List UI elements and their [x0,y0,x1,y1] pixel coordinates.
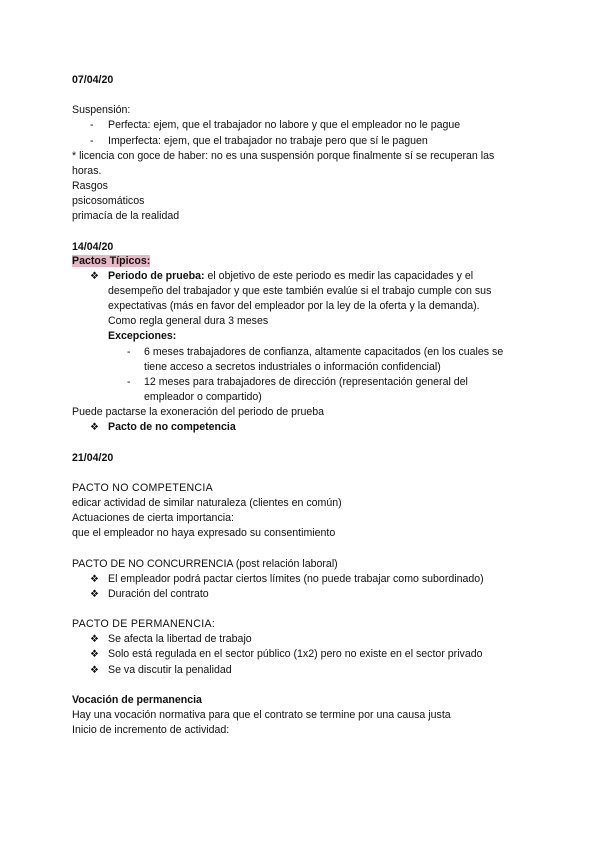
no-competencia-item: Pacto de no competencia [108,421,236,433]
dash-bullet: - [90,135,94,147]
periodo-label: Periodo de prueba: [108,270,205,282]
periodo-text-1: el objetivo de este periodo es medir las capacidades y el [204,270,474,282]
date-heading-1: 07/04/20 [72,74,114,86]
pactos-title-highlight: Pactos Típicos: [72,255,151,267]
note-line-2: horas. [72,165,102,177]
vocacion-line-1: Hay una vocación normativa para que el contrato se termine por una causa justa [72,709,451,721]
dash-bullet: - [90,119,94,131]
exc1-line-2: tiene acceso a secretos industriales o información confidencial) [144,361,441,373]
excepciones-title: Excepciones: [108,330,177,342]
diamond-bullet-icon: ❖ [90,589,99,600]
periodo-line-4: Como regla general dura 3 meses [108,315,269,327]
date-heading-3: 21/04/20 [72,452,114,464]
permanencia-item-2: Solo está regulada en el sector público (1x2) pero no existe en el sector privado [108,648,483,660]
suspension-title: Suspensión: [72,104,131,116]
diamond-bullet-icon: ❖ [90,649,99,660]
exoneracion-text: Puede pactarse la exoneración del periodo de prueba [72,406,325,418]
suspension-item-1: Perfecta: ejem, que el trabajador no labore y que el empleador no le pague [108,119,461,131]
periodo-line-2: desempeño del trabajador y que este también evalúe si el trabajo cumple con sus [108,285,492,297]
permanencia-item-1: Se afecta la libertad de trabajo [108,633,252,645]
date-heading-2: 14/04/20 [72,241,114,253]
permanencia-item-3: Se va discutir la penalidad [108,664,232,676]
exc2-line-1: 12 meses para trabajadores de dirección (representación general del [144,376,468,388]
suspension-item-2: Imperfecta: ejem, que el trabajador no trabaje pero que sí le paguen [108,135,428,147]
rasgos-text: Rasgos [72,180,108,192]
dash-bullet: - [127,346,131,358]
permanencia-title: PACTO DE PERMANENCIA: [72,618,216,630]
no-comp-line-2: Actuaciones de cierta importancia: [72,512,234,524]
vocacion-line-2: Inicio de incremento de actividad: [72,724,230,736]
exc2-line-2: empleador o compartido) [144,391,262,403]
exc1-line-1: 6 meses trabajadores de confianza, altamente capacitados (en los cuales se [144,346,504,358]
periodo-line-1 [108,270,473,283]
diamond-bullet-icon: ❖ [90,665,99,676]
dash-bullet: - [127,376,131,388]
periodo-line-3: expectativas (más en favor del empleador por la ley de la oferta y la demanda). [108,300,480,312]
concurrencia-title: PACTO DE NO CONCURRENCIA (post relación laboral) [72,558,338,570]
note-line-1: * licencia con goce de haber: no es una suspensión porque finalmente sí se recuperan las [72,150,495,162]
vocacion-title: Vocación de permanencia [72,694,202,706]
concurrencia-item-1: El empleador podrá pactar ciertos límites (no puede trabajar como subordinado) [108,573,484,585]
diamond-bullet-icon: ❖ [90,634,99,645]
pactos-title [72,255,150,268]
diamond-bullet-icon: ❖ [90,271,99,282]
no-comp-line-1: edicar actividad de similar naturaleza (clientes en común) [72,497,342,509]
concurrencia-item-2: Duración del contrato [108,588,209,600]
no-comp-line-3: que el empleador no haya expresado su consentimiento [72,527,336,539]
primacia-text: primacía de la realidad [72,210,180,222]
psico-text: psicosomáticos [72,195,145,207]
diamond-bullet-icon: ❖ [90,422,99,433]
diamond-bullet-icon: ❖ [90,574,99,585]
no-comp-title: PACTO NO COMPETENCIA [72,482,213,494]
